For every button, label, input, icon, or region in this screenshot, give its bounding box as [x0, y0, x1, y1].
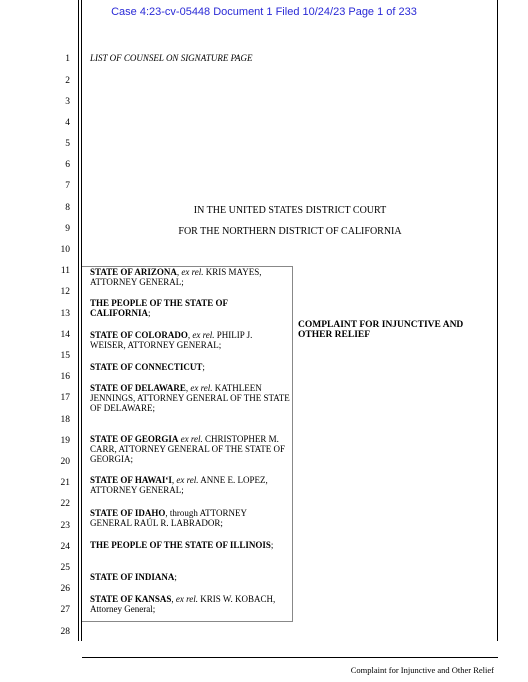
line-number: 1	[65, 54, 70, 64]
line-number: 3	[65, 97, 70, 107]
line-number: 27	[60, 605, 70, 615]
counsel-note: LIST OF COUNSEL ON SIGNATURE PAGE	[90, 53, 253, 63]
line-number: 6	[65, 160, 70, 170]
line-number: 28	[60, 627, 70, 637]
line-number: 5	[65, 139, 70, 149]
line-number: 13	[60, 309, 70, 319]
line-number: 9	[65, 224, 70, 234]
line-number: 24	[60, 542, 70, 552]
line-number: 4	[65, 118, 70, 128]
line-number: 19	[60, 436, 70, 446]
line-number: 10	[60, 245, 70, 255]
line-number: 23	[60, 521, 70, 531]
party-entry: STATE OF INDIANA;	[90, 572, 177, 582]
complaint-title: COMPLAINT FOR INJUNCTIVE AND OTHER RELIEF	[298, 320, 464, 340]
party-entry: STATE OF HAWAI‘I, ex rel. ANNE E. LOPEZ, ATTORNEY GENERAL;	[90, 475, 268, 495]
party-entry: THE PEOPLE OF THE STATE OF CALIFORNIA;	[90, 298, 228, 318]
court-district: FOR THE NORTHERN DISTRICT OF CALIFORNIA	[178, 226, 402, 237]
right-margin-rule	[497, 0, 498, 641]
party-entry: STATE OF IDAHO, through ATTORNEY GENERAL RAÚL R. LABRADOR;	[90, 508, 247, 528]
footer-divider	[82, 657, 498, 658]
case-header: Case 4:23-cv-05448 Document 1 Filed 10/24/23 Page 1 of 233	[111, 6, 417, 18]
party-entry: STATE OF ARIZONA, ex rel. KRIS MAYES, ATTORNEY GENERAL;	[90, 267, 262, 287]
party-entry: STATE OF GEORGIA ex rel. CHRISTOPHER M. CARR, ATTORNEY GENERAL OF THE STATE OF GEORGIA;	[90, 434, 286, 464]
party-entry: THE PEOPLE OF THE STATE OF ILLINOIS;	[90, 540, 274, 550]
line-number: 14	[60, 330, 70, 340]
line-number: 18	[60, 415, 70, 425]
line-number: 2	[65, 76, 70, 86]
court-name: IN THE UNITED STATES DISTRICT COURT	[193, 205, 387, 216]
left-margin-rule	[78, 0, 79, 641]
party-entry: STATE OF CONNECTICUT;	[90, 362, 205, 372]
line-number: 11	[60, 266, 70, 276]
page-footer: Complaint for Injunctive and Other Relief	[350, 665, 494, 675]
line-number: 7	[65, 181, 70, 191]
line-number: 12	[60, 287, 70, 297]
line-number: 26	[60, 584, 70, 594]
line-number: 15	[60, 351, 70, 361]
line-number: 22	[60, 499, 70, 509]
line-number: 16	[60, 372, 70, 382]
line-number: 17	[60, 393, 70, 403]
party-entry: STATE OF DELAWARE, ex rel. KATHLEEN JENNINGS, ATTORNEY GENERAL OF THE STATE OF DELAWARE;	[90, 383, 290, 413]
party-entry: STATE OF KANSAS, ex rel. KRIS W. KOBACH, Attorney General;	[90, 594, 276, 614]
line-number: 8	[65, 203, 70, 213]
line-number: 25	[60, 563, 70, 573]
line-number: 21	[60, 478, 70, 488]
party-entry: STATE OF COLORADO, ex rel. PHILIP J. WEISER, ATTORNEY GENERAL;	[90, 330, 253, 350]
line-number: 20	[60, 457, 70, 467]
